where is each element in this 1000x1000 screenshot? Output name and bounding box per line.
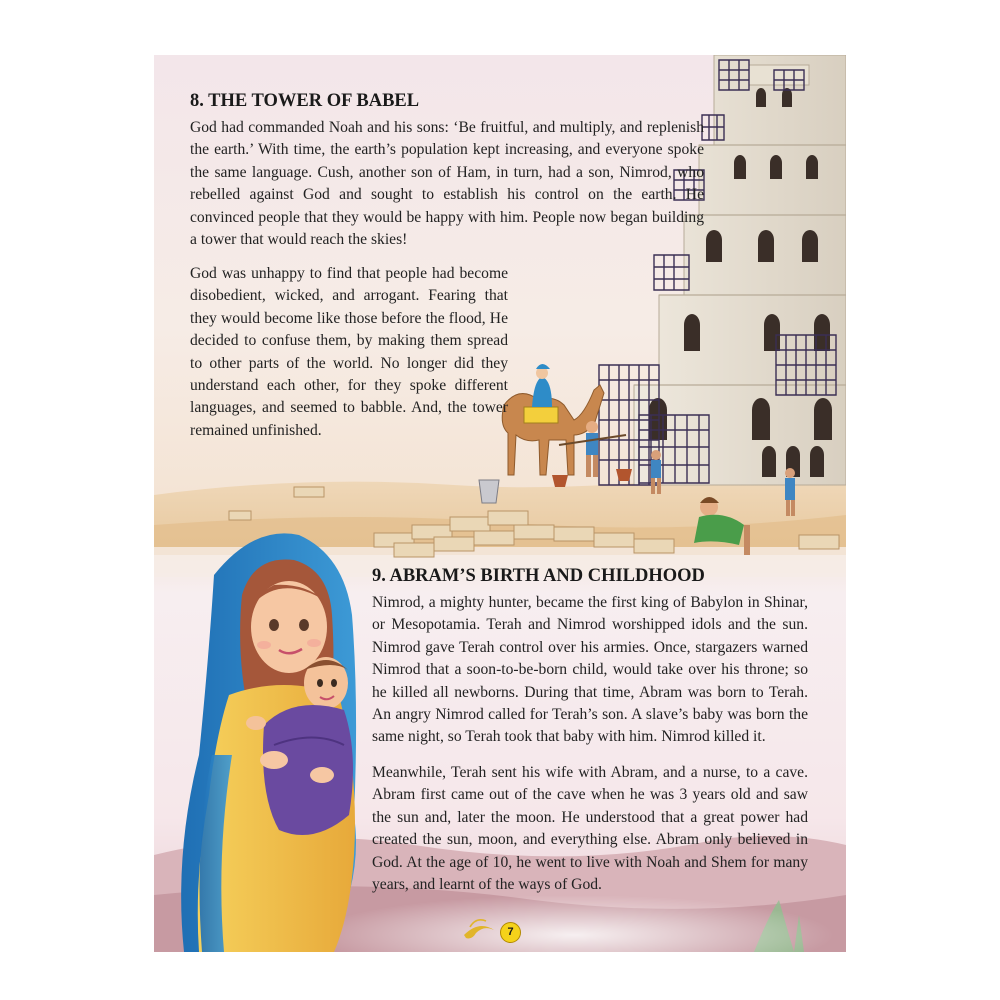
paragraph: Meanwhile, Terah sent his wife with Abram, and a nurse, to a cave. Abram first came out of the cave when he was 3 years old and saw the sun and, later the moon. He understood that a great power had created the sun, moon, and everything else. Abram only believed in God. At the age of 10, he went to live with Noah and Shem for many years, and learnt of the ways of God. [372, 764, 808, 894]
paragraph: Nimrod, a mighty hunter, became the first king of Babylon in Shinar, or Mesopotamia. Terah and Nimrod worshipped idols and the sun. Nimrod gave Terah control over his armies. Once, stargazers warned Nimrod that a soon-to-be-born child, would take over his throne; so he killed all newborns. During that time, Abram was born to Terah. An angry Nimrod called for Terah’s son. A slave’s baby was born the same night, so Terah took that baby with him. Nimrod killed it. [372, 594, 808, 746]
mother-and-child-illustration [181, 533, 356, 952]
section-title-abrams-birth: 9. ABRAM’S BIRTH AND CHILDHOOD [372, 566, 705, 586]
paragraph: God was unhappy to find that people had become disobedient, wicked, and arrogant. Fearing that they would become like those before the flood, He decided to confuse them, by making them spread to other parts of the world. No longer did they understand each other, for they spoke different languages, and seemed to babble. And, the tower remained unfinished. [190, 265, 508, 439]
bucket-illustration [479, 480, 499, 503]
paragraph: God had commanded Noah and his sons: ‘Be fruitful, and multiply, and replenish the earth.’ With time, the earth’s population kept increasing, and everyone spoke the same language. Cush, another son of Ham, in turn, had a son, Nimrod, who rebelled against God and sought to establish his control on the earth. He convinced people that they would be happy with him. People now began building a tower that would reach the skies! [190, 119, 704, 249]
book-page [154, 55, 846, 952]
page-number: 7 [500, 922, 521, 943]
section-title-tower-of-babel: 8. THE TOWER OF BABEL [190, 91, 420, 111]
